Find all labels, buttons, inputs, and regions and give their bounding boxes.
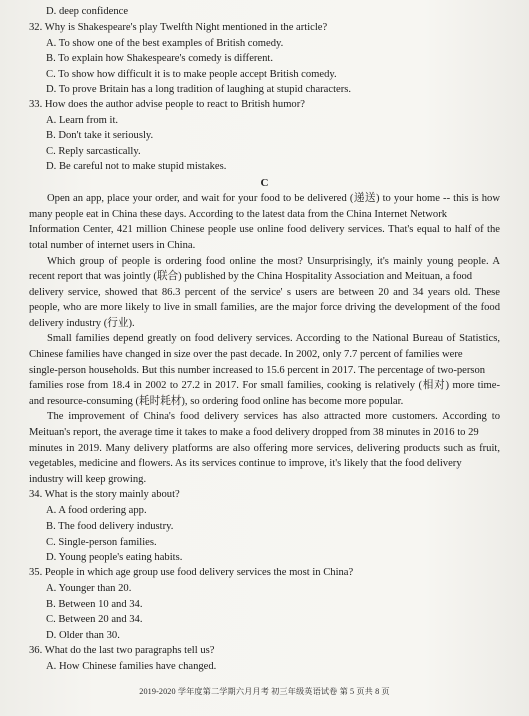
answer-option: D. deep confidence bbox=[46, 6, 129, 17]
passage-line: vegetables, medicine and flowers. As its services continue to improve, it's likely that the food delivery bbox=[29, 458, 462, 469]
question-stem: 34. What is the story mainly about? bbox=[29, 489, 180, 500]
answer-option: B. The food delivery industry. bbox=[46, 521, 174, 532]
page-footer: 2019-2020 学年度第二学期六月月考 初三年级英语试卷 第 5 页共 8 页 bbox=[139, 687, 390, 696]
passage-line: Meituan's report, the average time it takes to make a food delivery dropped from 38 minutes in 2016 to 29 bbox=[29, 427, 479, 438]
passage-paragraph-start: Which group of people is ordering food online the most? Unsurprisingly, it's mainly young people. A bbox=[47, 256, 500, 267]
answer-option: B. Don't take it seriously. bbox=[46, 130, 154, 141]
answer-option: C. Single-person families. bbox=[46, 537, 157, 548]
passage-line: many people eat in China these days. According to the latest data from the China Internet Network bbox=[29, 209, 448, 220]
passage-paragraph-start: Open an app, place your order, and wait for your food to be delivered (递送) to your home -- this is how bbox=[47, 193, 500, 204]
answer-option: A. Younger than 20. bbox=[46, 583, 132, 594]
passage-paragraph-start: The improvement of China's food delivery services has also attracted more customers. According to bbox=[47, 411, 500, 422]
answer-option: D. To prove Britain has a long tradition of laughing at stupid characters. bbox=[46, 84, 352, 95]
passage-line: total number of internet users in China. bbox=[29, 240, 196, 251]
answer-option: C. To show how difficult it is to make people accept British comedy. bbox=[46, 69, 337, 80]
section-heading: C bbox=[260, 177, 269, 189]
passage-line: people, who are more likely to live in small families, are the major force driving the development of the food bbox=[29, 302, 500, 313]
passage-line: delivery service, showed that 86.3 percent of the service' s users are between 20 and 34 years old. These bbox=[29, 287, 500, 298]
passage-paragraph-start: Small families depend greatly on food delivery services. According to the National Bureau of Statistics, bbox=[47, 333, 500, 344]
passage-line: recent report that was jointly (联合) published by the China Hospitality Association and Meituan, a food bbox=[29, 271, 473, 282]
passage-line: single-person households. But this number increased to 15.6 percent in 2017. The percentage of two-person bbox=[29, 365, 486, 376]
question-stem: 35. People in which age group use food delivery services the most in China? bbox=[29, 567, 354, 578]
passage-line: delivery industry (行业). bbox=[29, 318, 135, 329]
passage-line: minutes in 2019. Many delivery platforms are also offering more services, delivering products such as fruit, bbox=[29, 443, 500, 454]
answer-option: B. Between 10 and 34. bbox=[46, 599, 143, 610]
answer-option: C. Between 20 and 34. bbox=[46, 614, 143, 625]
passage-line: families rose from 18.4 in 2002 to 27.2 in 2017. For small families, cooking is relatively (相对) more time- bbox=[29, 380, 500, 391]
passage-line: Information Center, 421 million Chinese people use online food delivery services. That's equal to half of the bbox=[29, 224, 500, 235]
answer-option: D. Young people's eating habits. bbox=[46, 552, 183, 563]
answer-option: A. Learn from it. bbox=[46, 115, 119, 126]
question-stem: 36. What do the last two paragraphs tell us? bbox=[29, 645, 215, 656]
passage-line: industry will keep growing. bbox=[29, 474, 147, 485]
passage-line: and resource-consuming (耗时耗材), so ordering food online has become more popular. bbox=[29, 396, 404, 407]
answer-option: A. How Chinese families have changed. bbox=[46, 661, 217, 672]
answer-option: A. A food ordering app. bbox=[46, 505, 147, 516]
question-stem: 32. Why is Shakespeare's play Twelfth Night mentioned in the article? bbox=[29, 22, 328, 33]
answer-option: D. Be careful not to make stupid mistakes. bbox=[46, 161, 227, 172]
answer-option: B. To explain how Shakespeare's comedy is different. bbox=[46, 53, 274, 64]
answer-option: D. Older than 30. bbox=[46, 630, 120, 641]
question-stem: 33. How does the author advise people to react to British humor? bbox=[29, 99, 305, 110]
passage-line: Chinese families have changed in size over the past decade. In 2002, only 7.7 percent of families were bbox=[29, 349, 463, 360]
answer-option: C. Reply sarcastically. bbox=[46, 146, 141, 157]
answer-option: A. To show one of the best examples of British comedy. bbox=[46, 38, 284, 49]
